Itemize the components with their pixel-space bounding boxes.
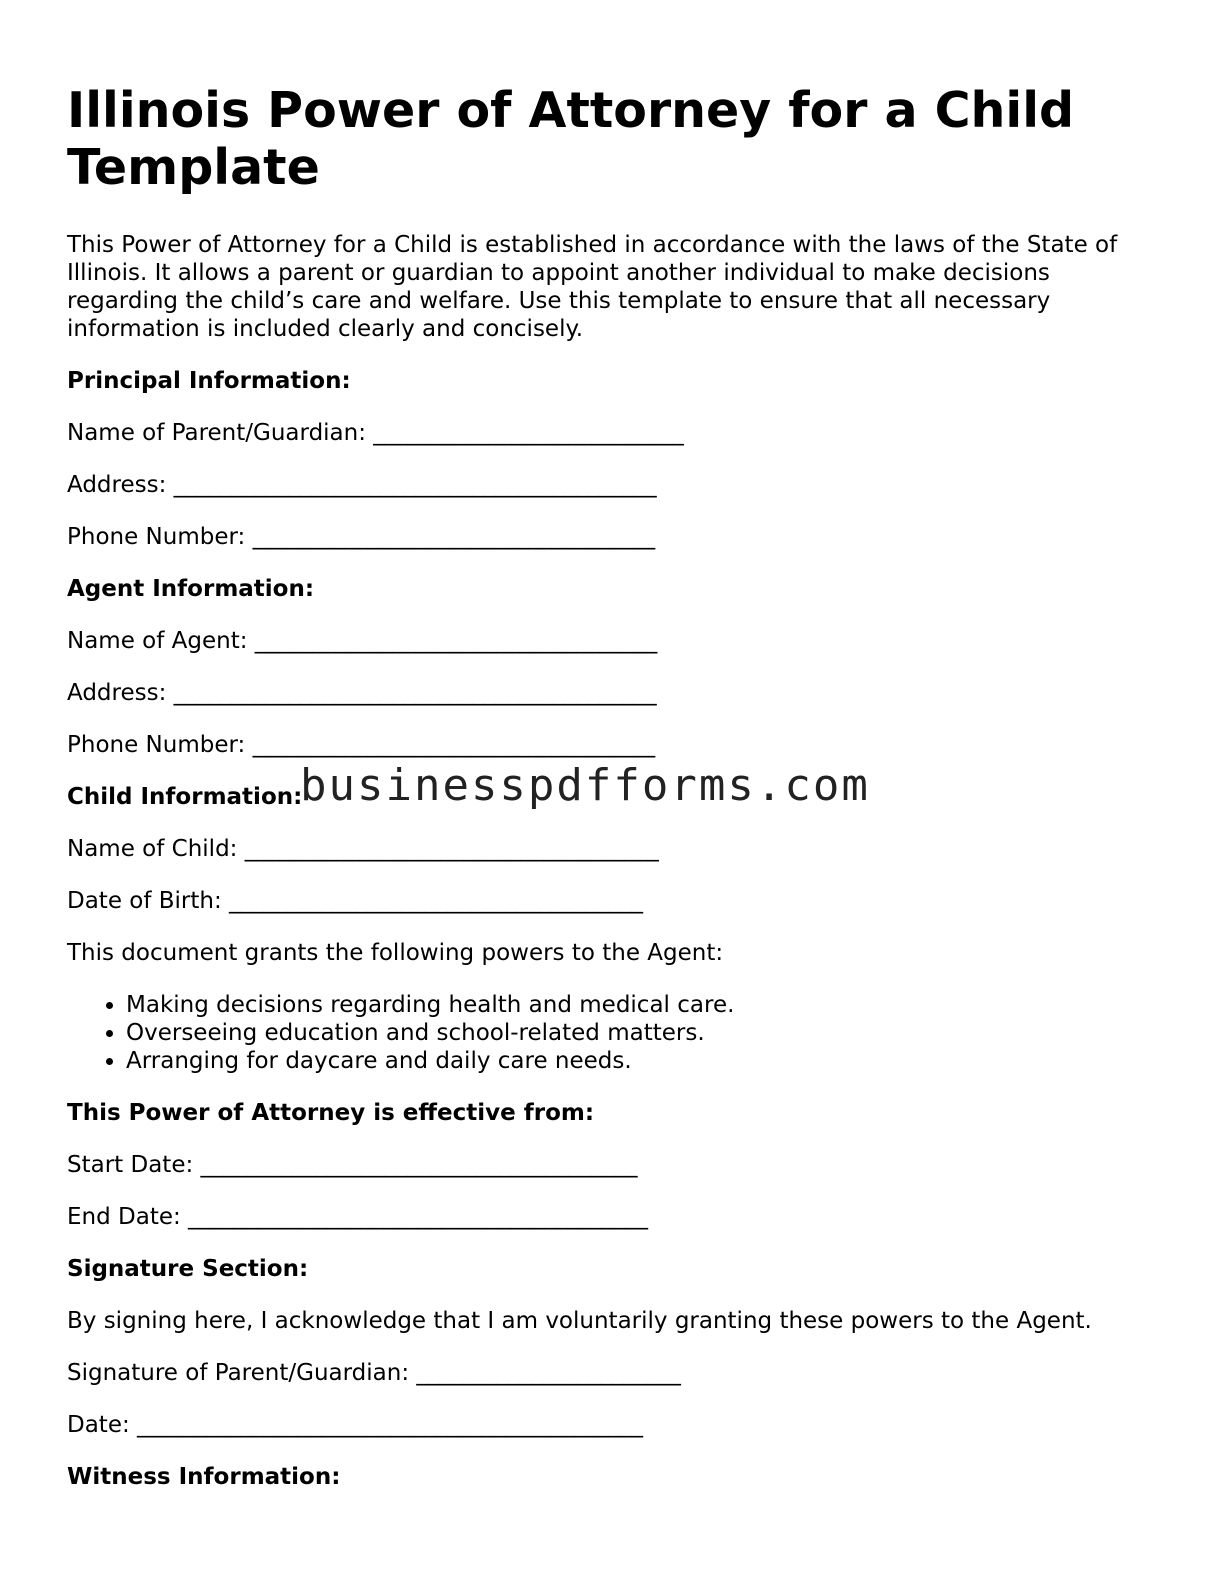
list-item: • Making decisions regarding health and medical care.	[126, 991, 1147, 1019]
end-date-field[interactable]: End Date: ________________________________________	[67, 1204, 649, 1230]
agent-heading: Agent Information:	[67, 576, 315, 602]
signature-date-field[interactable]: Date: ____________________________________________	[67, 1412, 644, 1438]
agent-address-field[interactable]: Address: __________________________________________	[67, 680, 657, 706]
principal-heading: Principal Information:	[67, 368, 351, 394]
principal-name-field[interactable]: Name of Parent/Guardian: ___________________________	[67, 420, 684, 446]
watermark-text: businesspdfforms.com	[300, 760, 870, 811]
child-heading: Child Information:	[67, 784, 303, 810]
start-date-field[interactable]: Start Date: ______________________________________	[67, 1152, 638, 1178]
powers-intro: This document grants the following powers to the Agent:	[67, 940, 724, 966]
intro-paragraph: This Power of Attorney for a Child is established in accordance with the laws of the State of Illinois. It allows a parent or guardian to appoint another individual to make decisions regarding the child’s care and welfare. Use this template to ensure that all necessary information is included clearly and concisely.	[67, 232, 1118, 342]
witness-heading: Witness Information:	[67, 1464, 341, 1490]
list-item: • Overseeing education and school-related matters.	[126, 1019, 1147, 1047]
signature-field[interactable]: Signature of Parent/Guardian: _______________________	[67, 1360, 681, 1386]
agent-phone-field[interactable]: Phone Number: ___________________________________	[67, 732, 656, 758]
principal-address-field[interactable]: Address: __________________________________________	[67, 472, 657, 498]
principal-phone-field[interactable]: Phone Number: ___________________________________	[67, 524, 656, 550]
powers-list	[67, 991, 1147, 1075]
signature-heading: Signature Section:	[67, 1256, 309, 1282]
list-item: • Arranging for daycare and daily care needs.	[126, 1047, 1147, 1075]
effective-heading: This Power of Attorney is effective from:	[67, 1100, 595, 1126]
document-title: Illinois Power of Attorney for a Child Template	[67, 82, 1075, 196]
child-name-field[interactable]: Name of Child: ____________________________________	[67, 836, 659, 862]
agent-name-field[interactable]: Name of Agent: ___________________________________	[67, 628, 658, 654]
signature-statement: By signing here, I acknowledge that I am voluntarily granting these powers to the Agent.	[67, 1308, 1092, 1334]
child-dob-field[interactable]: Date of Birth: ____________________________________	[67, 888, 644, 914]
